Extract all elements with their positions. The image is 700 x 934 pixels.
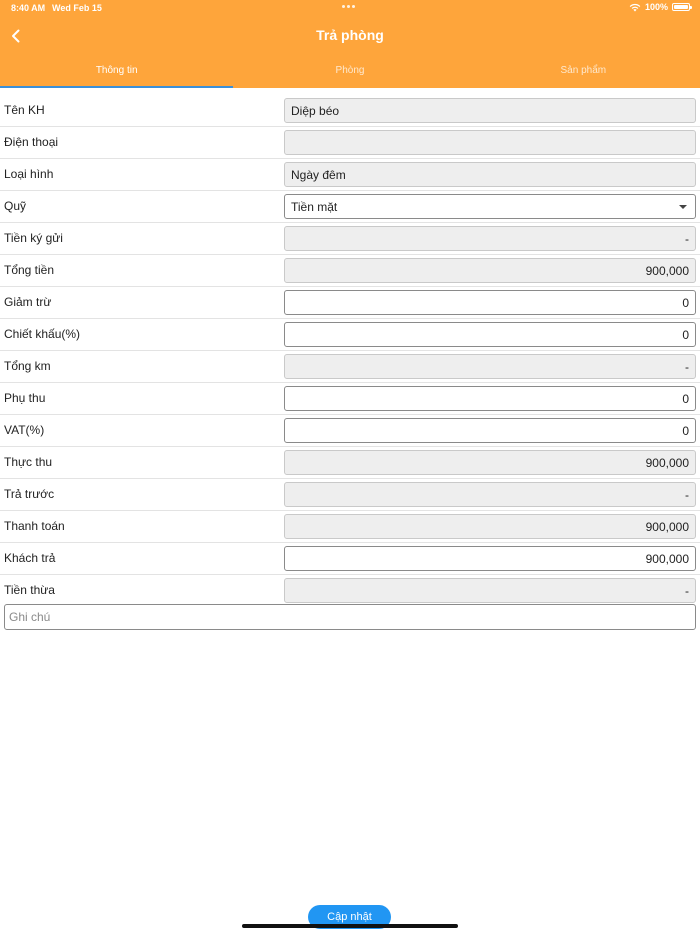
vat-input[interactable]: 0 [284,418,696,443]
surcharge-input[interactable]: 0 [284,386,696,411]
change-field: - [284,578,696,603]
phone-label: Điện thoại [4,135,59,149]
actual-label: Thực thu [4,455,53,469]
actual-field: 900,000 [284,450,696,475]
total-promo-field: - [284,354,696,379]
deposit-field: - [284,226,696,251]
deposit-label: Tiền ký gửi [4,231,63,245]
prepaid-field: - [284,482,696,507]
payment-field: 900,000 [284,514,696,539]
discount-input[interactable]: 0 [284,322,696,347]
row-payment [0,511,700,543]
payment-label: Thanh toán [4,519,65,533]
checkout-form [0,95,700,607]
status-right [629,2,690,12]
total-promo-label: Tổng km [4,359,51,373]
row-deposit [0,223,700,255]
row-customer-paid [0,543,700,575]
status-time: 8:40 AM [11,3,46,13]
status-bar [0,0,700,18]
status-date: Wed Feb 15 [52,3,102,13]
customer-paid-label: Khách trả [4,551,56,565]
row-change [0,575,700,607]
tab-products[interactable]: Sản phẩm [560,65,607,76]
fund-select[interactable] [284,194,696,219]
multitasking-dots-icon[interactable] [342,5,355,8]
battery-icon [672,3,690,11]
row-fund [0,191,700,223]
discount-label: Chiết khấu(%) [4,327,81,341]
page-title: Trả phòng [316,27,384,43]
row-actual [0,447,700,479]
battery-percent: 100% [644,2,668,12]
row-type [0,159,700,191]
app-header [0,0,700,88]
tab-bar [0,56,700,88]
type-field: Ngày đêm [284,162,696,187]
row-total-promo [0,351,700,383]
row-reduction [0,287,700,319]
row-total [0,255,700,287]
vat-label: VAT(%) [4,423,45,437]
fund-label: Quỹ [4,199,27,213]
surcharge-label: Phụ thu [4,391,46,405]
phone-field [284,130,696,155]
tab-room[interactable]: Phòng [335,65,365,76]
home-indicator [242,924,458,928]
row-customer-name [0,95,700,127]
prepaid-label: Trả trước [4,487,55,501]
caret-down-icon [679,205,687,209]
row-prepaid [0,479,700,511]
fund-select-value: Tiền mặt [291,199,338,214]
customer-paid-input[interactable]: 900,000 [284,546,696,571]
type-label: Loại hình [4,167,54,181]
row-surcharge [0,383,700,415]
row-vat [0,415,700,447]
tab-info[interactable]: Thông tin [0,56,233,88]
update-button[interactable]: Cập nhật [308,905,391,929]
customer-name-label: Tên KH [4,103,45,117]
row-phone [0,127,700,159]
reduction-input[interactable]: 0 [284,290,696,315]
customer-name-field: Diệp béo [284,98,696,123]
change-label: Tiền thừa [4,583,55,597]
reduction-label: Giảm trừ [4,295,52,309]
note-input[interactable] [4,604,696,630]
wifi-icon [629,3,641,12]
row-discount [0,319,700,351]
total-label: Tổng tiền [4,263,55,277]
total-field: 900,000 [284,258,696,283]
